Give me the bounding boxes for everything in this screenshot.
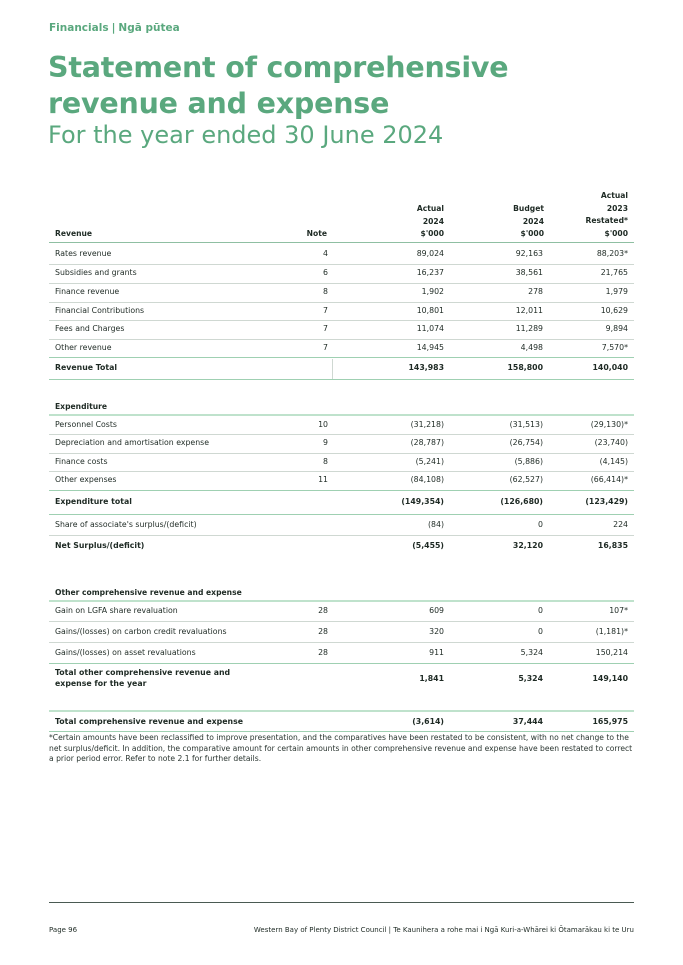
table-row: Finance revenue 8 1,902 278 1,979 — [55, 287, 628, 296]
title-line-2: revenue and expense — [48, 87, 390, 120]
table-row: Subsidies and grants 6 16,237 38,561 21,765 — [55, 268, 628, 277]
header-rule — [49, 242, 634, 243]
page-title — [48, 50, 508, 122]
col-header-note: Note — [306, 229, 327, 238]
expenditure-total-row: Expenditure total (149,354) (126,680) (123,429) — [55, 497, 628, 506]
table-row: Gain on LGFA share revaluation 28 609 0 107* — [55, 606, 628, 615]
section-separator: | — [111, 22, 116, 34]
net-surplus-row: Net Surplus/(deficit) (5,455) 32,120 16,835 — [55, 541, 628, 550]
page-number: Page 96 — [49, 926, 78, 934]
row-divider — [49, 642, 634, 643]
table-row: Rates revenue 4 89,024 92,163 88,203* — [55, 249, 628, 258]
section-name: Financials — [49, 22, 109, 34]
col-header-actual-2024: Actual 2024 $'000 — [416, 204, 444, 238]
table-row: Other revenue 7 14,945 4,498 7,570* — [55, 343, 628, 352]
section-band — [49, 710, 634, 712]
col-header-actual-2023: Actual 2023 Restated* $'000 — [585, 191, 628, 238]
row-divider — [49, 514, 634, 515]
table-row: Finance costs 8 (5,241) (5,886) (4,145) — [55, 457, 628, 466]
row-divider — [49, 490, 634, 491]
table-row: Financial Contributions 7 10,801 12,011 10,629 — [55, 306, 628, 315]
footnote: *Certain amounts have been reclassified to improve presentation, and the comparatives have been restated to be consistent, with no net change to the net surplus/deficit. In addition, the comparative amount for certain amounts in other comprehensive revenue and expense have been restated to correct a prior period error. Refer to note 2.1 for further details. — [49, 733, 633, 763]
table-row: Fees and Charges 7 11,074 11,289 9,894 — [55, 324, 628, 333]
total-comprehensive-row: Total comprehensive revenue and expense (3,614) 37,444 165,975 — [55, 717, 628, 726]
col-header-budget-2024: Budget 2024 $'000 — [513, 204, 544, 238]
row-divider — [49, 663, 634, 664]
expenditure-heading: Expenditure — [55, 402, 108, 411]
row-divider — [49, 731, 634, 732]
col-separator — [332, 359, 333, 379]
oci-heading: Other comprehensive revenue and expense — [55, 588, 242, 597]
table-row: Depreciation and amortisation expense 9 (28,787) (26,754) (23,740) — [55, 438, 628, 447]
footer-rule — [49, 902, 634, 903]
table-row: Gains/(losses) on carbon credit revaluations 28 320 0 (1,181)* — [55, 627, 628, 636]
title-line-1: Statement of comprehensive — [48, 51, 509, 84]
row-divider — [49, 535, 634, 536]
table-row: Personnel Costs 10 (31,218) (31,513) (29,130)* — [55, 420, 628, 429]
col-header-revenue: Revenue — [55, 229, 93, 238]
row-divider — [49, 357, 634, 358]
table-row: Gains/(losses) on asset revaluations 28 911 5,324 150,214 — [55, 648, 628, 657]
table-row: Other expenses 11 (84,108) (62,527) (66,414)* — [55, 475, 628, 484]
section-name-maori: Ngā pūtea — [118, 22, 180, 34]
oci-total-row: Total other comprehensive revenue and expense for the year 1,841 5,324 149,140 — [55, 668, 628, 688]
row-divider — [49, 379, 634, 380]
revenue-total-row: Revenue Total 143,983 158,800 140,040 — [55, 363, 628, 372]
row-divider — [49, 621, 634, 622]
page-subtitle: For the year ended 30 June 2024 — [48, 121, 444, 149]
associate-row: Share of associate's surplus/(deficit) (84) 0 224 — [55, 520, 628, 529]
section-tag — [49, 22, 180, 34]
footer-organisation: Western Bay of Plenty District Council | Te Kaunihera a rohe mai i Ngā Kuri-a-Whārei ki Ōtamarākau ki te Uru — [253, 926, 634, 934]
